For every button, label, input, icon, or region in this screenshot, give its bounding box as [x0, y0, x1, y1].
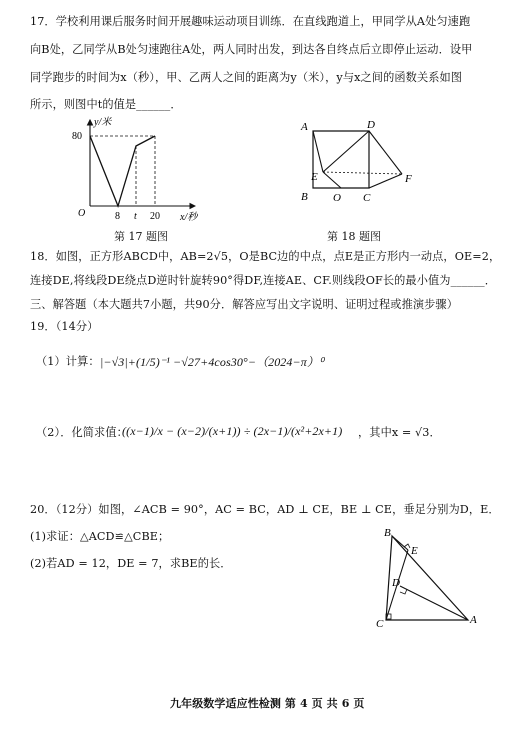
- q17-xlabel: x/秒: [180, 212, 198, 223]
- q17-origin: O: [78, 208, 86, 219]
- q20-line-1: 20．（12分）如图，∠ACB = 90°，AC = BC，AD ⊥ CE，BE ⊥ CE，垂足分别为D，E．: [30, 503, 500, 516]
- q17-xtick-8: 8: [115, 211, 120, 222]
- q19-part2-expr: ((x−1)/x − (x−2)/(x+1)) ÷ (2x−1)/(x²+2x+1): [122, 424, 343, 438]
- q18-label-F: F: [405, 173, 412, 185]
- q17-ylabel: y/米: [94, 117, 112, 128]
- q18-label-C: C: [363, 192, 371, 204]
- q18-caption: 第 18 题图: [327, 230, 381, 243]
- q18-figure: [295, 116, 445, 226]
- q20-label-A: A: [470, 614, 477, 626]
- q18-label-D: D: [367, 119, 375, 131]
- q17-ytick: 80: [72, 131, 82, 142]
- q17-caption: 第 17 题图: [114, 230, 168, 243]
- q17-curve: [90, 136, 155, 206]
- q20-line-2: (1)求证：△ACD≌△CBE；: [30, 530, 170, 543]
- q17-line-1: 17．学校利用课后服务时间开展趣味运动项目训练．在直线跑道上，甲同学从A处匀速跑: [30, 15, 471, 28]
- q20-line-3: (2)若AD = 12，DE = 7，求BE的长．: [30, 557, 232, 570]
- section-3-header: 三、解答题（本大题共7小题，共90分．解答应写出文字说明、证明过程或推演步骤）: [30, 298, 459, 311]
- q18-label-B: B: [301, 191, 308, 203]
- q20-label-B: B: [384, 527, 391, 539]
- q18-square: [313, 131, 369, 188]
- q17-line-2: 向B处，乙同学从B处匀速跑往A处，两人同时出发，到达各自终点后立即停止运动．设甲: [30, 43, 473, 56]
- q17-xtick-t: t: [134, 211, 137, 222]
- q20-label-E: E: [411, 545, 418, 557]
- q18-line-1: 18．如图，正方形ABCD中，AB=2√5，O是BC边的中点，点E是正方形内一动点，OE=2，: [30, 250, 501, 263]
- q19-header: 19．（14分）: [30, 320, 99, 333]
- q19-part2-prefix: （2）．化简求值：: [36, 426, 128, 439]
- q19-part1-prefix: （1）计算：: [36, 355, 100, 368]
- page-footer: 九年级数学适应性检测 第 4 页 共 6 页: [170, 697, 365, 710]
- q19-part1-expr: |−√3|+(1/5)⁻¹ −√27+4cos30°−（2024−π）⁰: [100, 355, 324, 369]
- q20-label-C: C: [376, 618, 384, 630]
- q20-figure: [370, 528, 510, 638]
- q17-xtick-20: 20: [150, 211, 160, 222]
- q20-label-D: D: [392, 577, 400, 589]
- q19-part2-suffix: ，其中x = √3．: [358, 426, 441, 439]
- q17-graph: [72, 116, 280, 226]
- q18-label-O: O: [333, 192, 341, 204]
- q18-label-E: E: [311, 171, 318, 183]
- q17-line-4: 所示，则图中t的值是______．: [30, 98, 182, 111]
- q18-line-2: 连接DE,将线段DE绕点D逆时针旋转90°得DF,连接AE、CF.则线段OF长的最小值为______．: [30, 274, 497, 287]
- q17-line-3: 同学跑步的时间为x（秒），甲、乙两人之间的距离为y（米），y与x之间的函数关系如图: [30, 71, 463, 84]
- q18-label-A: A: [301, 121, 308, 133]
